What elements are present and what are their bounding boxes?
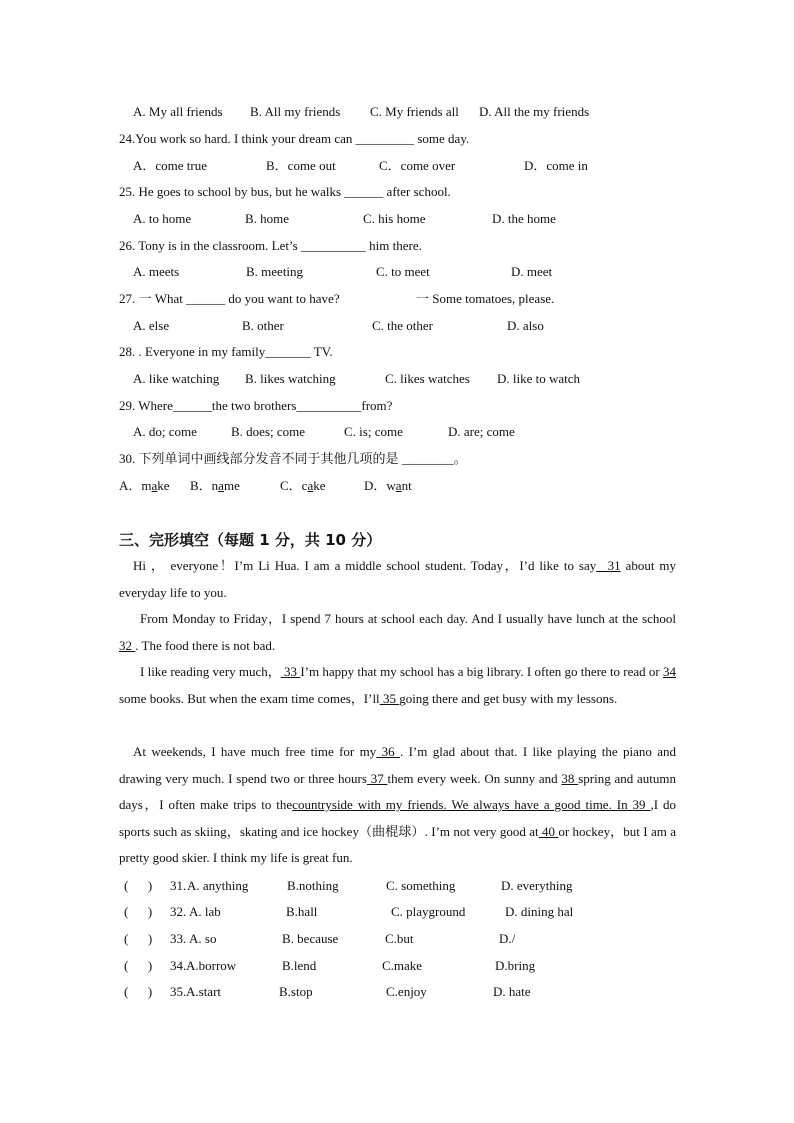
section-heading-cloze: 三、完形填空（每题 1 分，共 10 分） — [119, 531, 382, 549]
q25-option-b: B. home — [245, 211, 290, 226]
blank-38: 38 — [561, 770, 579, 786]
q25-option-d: D. the home — [492, 211, 556, 226]
option-b: B.hall — [286, 904, 318, 919]
q24-stem: 24.You work so hard. I think your dream can _________ some day. — [119, 131, 470, 146]
option-a: A. so — [189, 931, 217, 946]
item-number: 34. — [170, 958, 187, 973]
q28-option-a: A. like watching — [133, 371, 220, 386]
q24-option-a: A．come true — [133, 158, 208, 173]
answer-paren[interactable]: ( ) — [124, 958, 153, 973]
q27-stem: 27. 一 What ______ do you want to have? — [119, 291, 340, 306]
q30-option-c: C．cake — [280, 478, 326, 493]
option-d: D. dining hal — [505, 904, 574, 919]
q30-option-b: B．name — [190, 478, 240, 493]
q27-option-c: C. the other — [372, 318, 434, 333]
option-c: C.make — [382, 958, 423, 973]
answer-paren[interactable]: ( ) — [124, 878, 153, 893]
q26-stem: 26. Tony is in the classroom. Let’s __________ him there. — [119, 238, 422, 253]
q25-option-c: C. his home — [363, 211, 426, 226]
q27-reply: 一 Some tomatoes, please. — [416, 291, 555, 306]
item-number: 31. — [170, 878, 187, 893]
option-d: D.bring — [495, 958, 536, 973]
option-b: B.lend — [282, 958, 317, 973]
q29-option-b: B. does; come — [231, 424, 306, 439]
answer-paren[interactable]: ( ) — [124, 984, 153, 999]
q25-stem: 25. He goes to school by bus, but he walks ______ after school. — [119, 184, 451, 199]
item-number: 32. — [170, 904, 187, 919]
option-b: B. because — [282, 931, 339, 946]
option-b: B.nothing — [287, 878, 339, 893]
blank-31: _ 31 — [596, 558, 621, 573]
blank-37: 37 — [366, 770, 388, 786]
q29-stem: 29. Where______the two brothers__________from? — [119, 398, 393, 413]
blank-33: 33 — [280, 664, 301, 679]
option-d: D. hate — [493, 984, 531, 999]
q23-option-b: B. All my friends — [250, 104, 341, 119]
option-b: B.stop — [279, 984, 313, 999]
item-number: 33. — [170, 931, 187, 946]
q29-option-d: D. are; come — [448, 424, 515, 439]
passage-paragraph-1: Hi ， everyone！I’m Li Hua. I am a middle school student. Today，I’d like to say_ 31 about my everyday life to you. — [119, 558, 677, 600]
q26-option-a: A. meets — [133, 264, 180, 279]
q24-option-c: C．come over — [379, 158, 456, 173]
q28-option-b: B. likes watching — [245, 371, 336, 386]
q24-option-d: D．come in — [524, 158, 588, 173]
option-d: D. everything — [501, 878, 573, 893]
option-c: C. playground — [391, 904, 466, 919]
passage-paragraph-4: At weekends, I have much free time for my 36 . I’m glad about that. I like playing the piano and drawing very much. I spend two or three hours 37 them every week. On sunny and 38 spring and autumn days，I often make trips to thecountryside with my friends. We always have a good time. In 39 ,I do sports such as skiing，skating and ice hockey（曲棍球）. I’m not very good at 40 or hockey，but I am a pretty good skier. I think my life is great fun. — [119, 744, 677, 866]
answer-paren[interactable]: ( ) — [124, 931, 153, 946]
q25-option-a: A. to home — [133, 211, 192, 226]
option-a: A. lab — [189, 904, 221, 919]
q27-option-b: B. other — [242, 318, 284, 333]
option-a: A.borrow — [186, 958, 237, 973]
q29-option-c: C. is; come — [344, 424, 403, 439]
q29-option-a: A. do; come — [133, 424, 197, 439]
q27-option-d: D. also — [507, 318, 544, 333]
q28-option-c: C. likes watches — [385, 371, 470, 386]
q28-option-d: D. like to watch — [497, 371, 581, 386]
q23-option-c: C. My friends all — [370, 104, 459, 119]
q27-option-a: A. else — [133, 318, 170, 333]
blank-39: 39 — [627, 797, 651, 813]
blank-32: 32 — [119, 637, 136, 653]
option-d: D./ — [499, 931, 516, 946]
q30-stem: 30. 下列单词中画线部分发音不同于其他几项的是 ________。 — [119, 451, 467, 466]
option-c: C.enjoy — [386, 984, 427, 999]
q28-stem: 28. . Everyone in my family_______ TV. — [119, 344, 333, 359]
q26-option-c: C. to meet — [376, 264, 430, 279]
q24-option-b: B．come out — [266, 158, 336, 173]
blank-35: 35 — [379, 690, 400, 706]
option-a: A. anything — [187, 878, 249, 893]
option-a: A.start — [186, 984, 222, 999]
answer-paren[interactable]: ( ) — [124, 904, 153, 919]
q30-option-a: A．make — [119, 478, 170, 493]
blank-40: 40 — [538, 823, 559, 839]
q26-option-d: D. meet — [511, 264, 553, 279]
q23-option-a: A. My all friends — [133, 104, 223, 119]
passage-paragraph-3: I like reading very much， 33 I’m happy that my school has a big library. I often go there to read or 34 some books. But when the exam time comes，I’ll 35 going there and get busy with my lessons. — [119, 664, 677, 706]
option-c: C.but — [385, 931, 414, 946]
q30-option-d: D．want — [364, 478, 412, 493]
blank-34: 34 — [663, 664, 677, 679]
passage-paragraph-2: From Monday to Friday，I spend 7 hours at school each day. And I usually have lunch at the school 32 . The food there is not bad. — [119, 611, 676, 653]
blank-36: 36 — [376, 744, 400, 759]
q23-option-d: D. All the my friends — [479, 104, 590, 119]
q26-option-b: B. meeting — [246, 264, 304, 279]
option-c: C. something — [386, 878, 456, 893]
item-number: 35. — [170, 984, 187, 999]
